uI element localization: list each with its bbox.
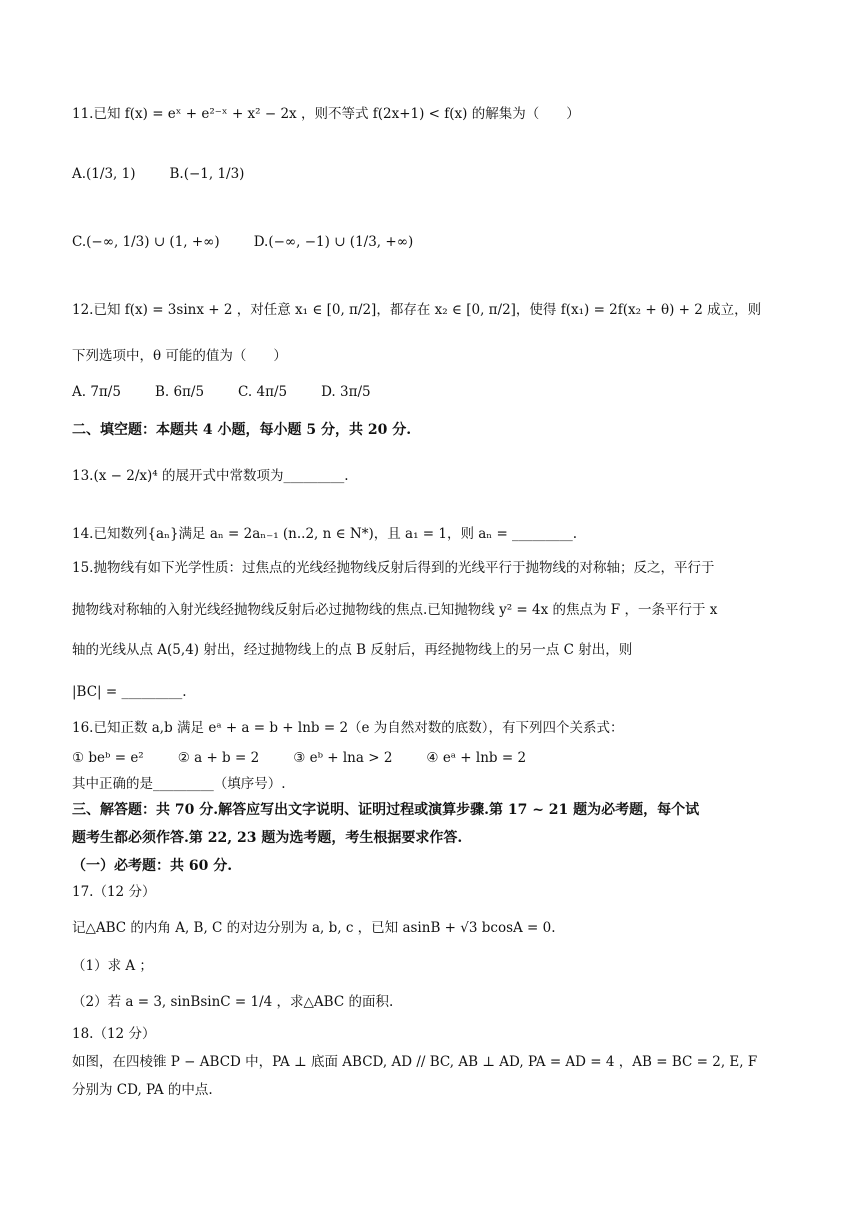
text-line: 如图，在四棱锥 P − ABCD 中，PA ⊥ 底面 ABCD, AD // BC, AB ⊥ AD, PA = AD = 4 ，AB = BC = 2, E, F [72,1054,758,1070]
answer-option: C. 4π/5 [238,384,288,400]
text-line [72,748,560,768]
text-line: 其中正确的是_________（填序号）. [72,776,286,792]
text-line: 轴的光线从点 A(5,4) 射出，经过抛物线上的点 B 反射后，再经抛物线上的另一点 C 射出，则 [72,642,633,658]
section-heading: （一）必考题：共 60 分. [72,858,233,874]
text-line: 16.已知正数 a,b 满足 eᵃ + a = b + lnb = 2（e 为自然对数的底数），有下列四个关系式： [72,720,624,736]
text-line [72,232,447,252]
text-line: 18.（12 分） [72,1026,156,1042]
text-line: （1）求 A ； [72,958,153,974]
text-line: 分别为 CD, PA 的中点. [72,1082,213,1098]
text-line: 14.已知数列{aₙ}满足 aₙ = 2aₙ₋₁ (n..2, n ∈ N*)，且 a₁ = 1，则 aₙ = _________. [72,526,578,542]
text-line: 11.已知 f(x) = eˣ + e²⁻ˣ + x² − 2x ，则不等式 f(2x+1) < f(x) 的解集为（ ） [72,106,580,122]
text-line: 记△ABC 的内角 A, B, C 的对边分别为 a, b, c ，已知 asinB + √3 bcosA = 0. [72,920,556,936]
answer-option: A.(1/3, 1) [72,166,136,182]
text-line: （2）若 a = 3, sinBsinC = 1/4 ，求△ABC 的面积. [72,994,394,1010]
text-line: 13.(x − 2/x)⁴ 的展开式中常数项为_________. [72,468,349,484]
answer-option: ① beᵇ = e² [72,750,144,766]
answer-option: B. 6π/5 [154,384,205,400]
text-line [72,164,278,184]
answer-option: ② a + b = 2 [177,750,260,766]
text-line: 17.（12 分） [72,884,156,900]
answer-option: C.(−∞, 1/3) ∪ (1, +∞) [72,234,220,250]
answer-option: D. 3π/5 [321,384,371,400]
section-heading: 题考生都必须作答.第 22, 23 题为选考题，考生根据要求作答. [72,830,463,846]
answer-option: A. 7π/5 [72,384,121,400]
answer-option: B.(−1, 1/3) [169,166,245,182]
text-line: 15.抛物线有如下光学性质：过焦点的光线经抛物线反射后得到的光线平行于抛物线的对称轴；反之，平行于 [72,560,715,576]
section-heading: 二、填空题：本题共 4 小题，每小题 5 分，共 20 分. [72,422,412,438]
text-line: 抛物线对称轴的入射光线经抛物线反射后必过抛物线的焦点.已知抛物线 y² = 4x 的焦点为 F ，一条平行于 x [72,602,718,618]
answer-option: ③ eᵇ + lna > 2 [293,750,393,766]
answer-option: D.(−∞, −1) ∪ (1/3, +∞) [253,234,414,250]
text-line: 12.已知 f(x) = 3sinx + 2 ，对任意 x₁ ∈ [0, π/2]，都存在 x₂ ∈ [0, π/2]，使得 f(x₁) = 2f(x₂ + θ) + 2 成立，则 [72,302,762,318]
section-heading: 三、解答题：共 70 分.解答应写出文字说明、证明过程或演算步骤.第 17 ~ 21 题为必考题，每个试 [72,802,700,818]
text-line [72,382,405,402]
text-line: |BC| = _________. [72,684,187,700]
answer-option: ④ eᵃ + lnb = 2 [426,750,527,766]
text-line: 下列选项中，θ 可能的值为（ ） [72,348,287,364]
